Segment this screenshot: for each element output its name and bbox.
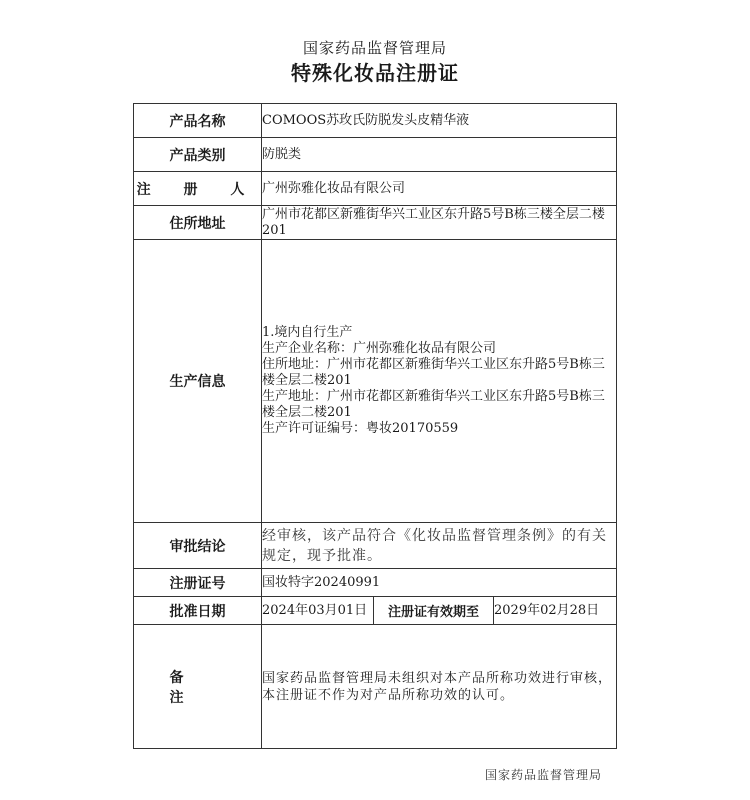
- row-registrant: [134, 172, 617, 206]
- row-approval-conclusion: [134, 523, 617, 569]
- approval-conclusion-label: 审批结论: [134, 523, 262, 569]
- row-production-info: [134, 240, 617, 523]
- row-product-name: [134, 104, 617, 138]
- product-name-value: COMOOS苏玫氏防脱发头皮精华液: [262, 104, 617, 138]
- valid-until-value: 2029年02月28日: [494, 597, 617, 625]
- registrant-label: 注 册 人: [134, 172, 262, 206]
- remarks-value: 国家药品监督管理局未组织对本产品所称功效进行审核，本注册证不作为对产品所称功效的认可。: [262, 625, 617, 749]
- production-info-line: 生产企业名称：广州弥雅化妆品有限公司: [262, 341, 497, 356]
- registration-no-value: 国妆特字20240991: [262, 569, 617, 597]
- remarks-label: 备 注: [134, 625, 262, 749]
- row-address: [134, 206, 617, 240]
- registrant-value: 广州弥雅化妆品有限公司: [262, 172, 617, 206]
- product-name-label: 产品名称: [134, 104, 262, 138]
- production-info-line: 1.境内自行生产: [262, 325, 353, 340]
- issuing-authority: 国家药品监督管理局: [302, 39, 447, 57]
- approval-date-value: 2024年03月01日: [262, 597, 374, 625]
- product-category-value: 防脱类: [262, 138, 617, 172]
- valid-until-label: 注册证有效期至: [374, 597, 494, 625]
- registration-no-label: 注册证号: [134, 569, 262, 597]
- row-product-category: [134, 138, 617, 172]
- address-value: 广州市花都区新雅街华兴工业区东升路5号B栋三楼全层二楼201: [262, 206, 617, 240]
- certificate-title: 特殊化妆品注册证: [291, 61, 459, 85]
- row-registration-no: [134, 569, 617, 597]
- row-remarks: [134, 625, 617, 749]
- row-approval-date: [134, 597, 617, 625]
- approval-conclusion-value: 经审核，该产品符合《化妆品监督管理条例》的有关规定，现予批准。: [262, 523, 617, 569]
- approval-date-label: 批准日期: [134, 597, 262, 625]
- certificate-table: [133, 103, 617, 749]
- address-label: 住所地址: [134, 206, 262, 240]
- footer-issuer: 国家药品监督管理局: [484, 768, 602, 782]
- production-info-line: 生产许可证编号：粤妆20170559: [262, 421, 459, 436]
- production-info-line: 生产地址：广州市花都区新雅街华兴工业区东升路5号B栋三楼全层二楼201: [262, 389, 605, 420]
- production-info-label: 生产信息: [134, 240, 262, 523]
- production-info-line: 住所地址：广州市花都区新雅街华兴工业区东升路5号B栋三楼全层二楼201: [262, 357, 605, 388]
- product-category-label: 产品类别: [134, 138, 262, 172]
- production-info-value: [262, 240, 617, 523]
